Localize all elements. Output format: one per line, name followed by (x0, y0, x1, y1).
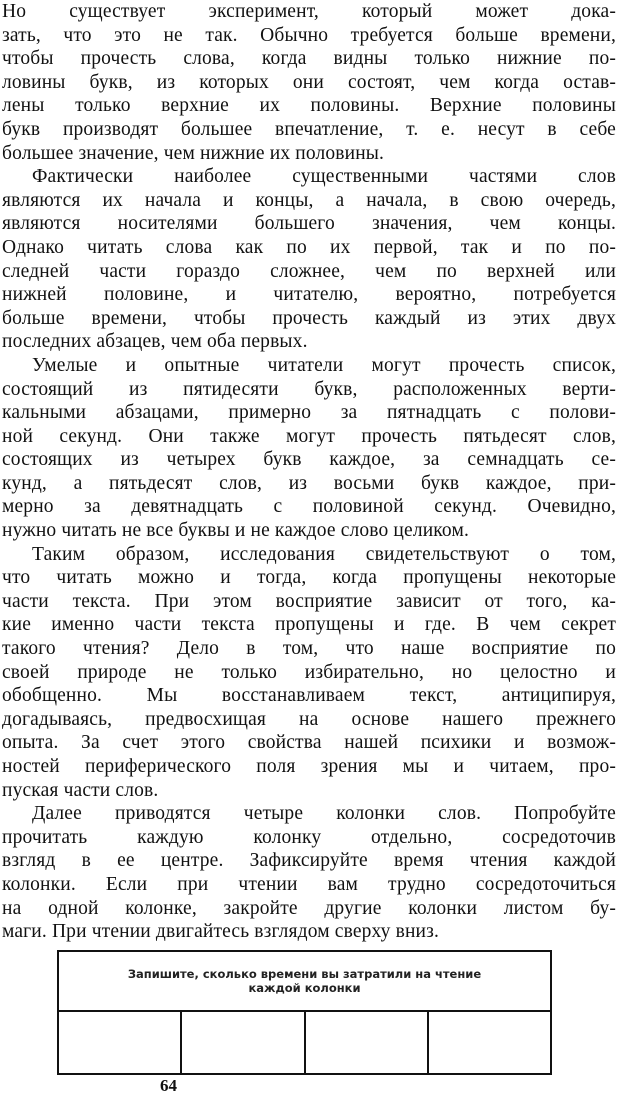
paragraph-1 (2, 0, 616, 165)
text-line: кунд, а пятьдесят слов, из восьми букв каждое, при- (2, 472, 616, 494)
table-cell-column-3 (306, 1012, 429, 1073)
text-line: ловины букв, из которых они состоят, чем когда остав- (2, 71, 616, 93)
text-line: колонки. Если при чтении вам трудно сосредоточиться (2, 873, 616, 895)
table-header-line-1: Запишите, сколько времени вы затратили на чтение (127, 967, 482, 981)
text-line: последних абзацев, чем оба первых. (2, 331, 308, 353)
text-line: опыта. За счет этого свойства нашей психики и возмож- (2, 732, 616, 754)
text-line: пуская части слов. (2, 779, 159, 801)
text-line: Далее приводятся четыре колонки слов. Попробуйте (32, 803, 616, 825)
table-cell-column-4 (429, 1012, 550, 1073)
text-line: нижней половине, и читателю, вероятно, потребуется (2, 284, 616, 306)
text-line: прочитать каждую колонку отдельно, сосредоточив (2, 826, 616, 848)
text-line: Умелые и опытные читатели могут прочесть список, (32, 354, 616, 376)
text-line: нужно читать не все буквы и не каждое слово целиком. (2, 520, 469, 542)
text-line: такого чтения? Дело в том, что наше восприятие по (2, 638, 616, 660)
text-line: что читать можно и тогда, когда пропущены некоторые (2, 567, 616, 589)
text-line: Но существует эксперимент, который может дока- (2, 1, 616, 22)
paragraph-4 (2, 543, 616, 803)
text-line: части текста. При этом восприятие зависит от того, ка- (2, 590, 616, 612)
text-line: маги. При чтении двигайтесь взглядом сверху вниз. (2, 921, 440, 943)
text-line: состоящий из пятидесяти букв, расположенных верти- (2, 378, 616, 400)
text-line: на одной колонке, закройте другие колонки листом бу- (2, 897, 616, 919)
text-line: своей природе не только избирательно, но целостно и (2, 661, 616, 683)
text-line: обобщенно. Мы восстанавливаем текст, антиципируя, (2, 685, 616, 707)
text-line: взгляд в ее центре. Зафиксируйте время чтения каждой (2, 850, 616, 872)
text-line: являются их начала и концы, а начала, в свою очередь, (2, 189, 616, 211)
table-header-line-2: каждой колонки (248, 981, 361, 995)
text-line: следней части гораздо сложнее, чем по верхней или (2, 260, 616, 282)
table-header (59, 952, 550, 1012)
text-line: кальными абзацами, примерно за пятнадцать с полови- (2, 402, 616, 424)
reading-time-table (57, 950, 552, 1075)
text-line: большее значение, чем нижние их половины. (2, 142, 385, 164)
text-line: догадываясь, предвосхищая на основе нашего прежнего (2, 708, 616, 730)
text-line: зать, что это не так. Обычно требуется больше времени, (2, 24, 616, 46)
table-cell-column-2 (182, 1012, 305, 1073)
text-line: больше времени, чтобы прочесть каждый из этих двух (2, 307, 616, 329)
text-line: мерно за девятнадцать с половиной секунд. Очевидно, (2, 496, 616, 518)
text-line: состоящих из четырех букв каждое, за семнадцать се- (2, 449, 616, 471)
text-line: ной секунд. Они также могут прочесть пятьдесят слов, (2, 425, 616, 447)
body-text (2, 0, 616, 944)
text-line: Однако читать слова как по их первой, так и по по- (2, 236, 616, 258)
paragraph-5 (2, 802, 616, 944)
paragraph-3 (2, 354, 616, 543)
text-line: букв производят большее впечатление, т. е. несут в себе (2, 118, 616, 140)
text-line: лены только верхние их половины. Верхние половины (2, 95, 616, 117)
text-line: Фактически наиболее существенными частями слов (32, 166, 616, 188)
text-line: кие именно части текста пропущены и где. В чем секрет (2, 614, 616, 636)
text-line: являются носителями большего значения, чем концы. (2, 213, 616, 235)
paragraph-2 (2, 165, 616, 354)
text-line: Таким образом, исследования свидетельствуют о том, (32, 543, 616, 565)
page-number: 64 (160, 1076, 177, 1095)
table-answer-row (59, 1012, 550, 1073)
table-cell-column-1 (59, 1012, 182, 1073)
text-line: чтобы прочесть слова, когда видны только нижние по- (2, 48, 616, 70)
text-line: ностей периферического поля зрения мы и читаем, про- (2, 756, 616, 777)
